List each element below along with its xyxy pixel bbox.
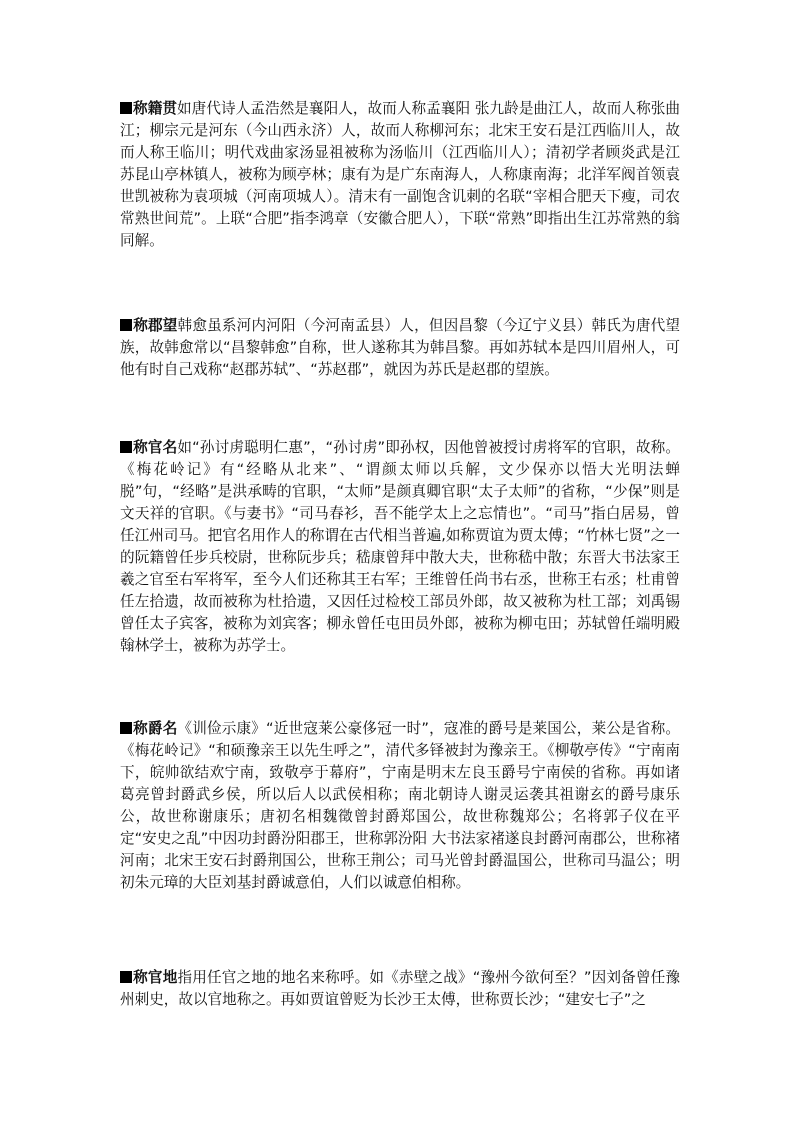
section-heading: 称爵名 (133, 720, 178, 737)
section-heading: 称籍贯 (133, 100, 178, 117)
black-square-bullet-icon (120, 722, 132, 734)
black-square-bullet-icon (120, 441, 132, 453)
black-square-bullet-icon (120, 971, 132, 983)
section-heading: 称官地 (133, 969, 178, 986)
section-heading: 称郡望 (133, 317, 178, 334)
section-paragraph (120, 718, 680, 894)
section-paragraph (120, 98, 680, 252)
section-office-place (120, 967, 680, 1011)
black-square-bullet-icon (120, 319, 132, 331)
section-official-title (120, 437, 680, 657)
black-square-bullet-icon (120, 102, 132, 114)
section-paragraph (120, 967, 680, 1011)
section-paragraph (120, 315, 680, 381)
section-body: 韩愈虽系河内河阳（今河南孟县）人，但因昌黎（今辽宁义县）韩氏为唐代望族，故韩愈常以“昌黎韩愈”自称，世人遂称其为韩昌黎。再如苏轼本是四川眉州人，可他有时自己戏称“赵郡苏轼”、“苏赵郡”，就因为苏氏是赵郡的望族。 (120, 317, 680, 378)
section-body: 《训俭示康》“近世寇莱公豪侈冠一时”，寇准的爵号是莱国公，莱公是省称。《梅花岭记》“和硕豫亲王以先生呼之”，清代多铎被封为豫亲王。《柳敬亭传》“宁南南下，皖帅欲结欢宁南，致敬亭于幕府”，宁南是明末左良玉爵号宁南侯的省称。再如诸葛亮曾封爵武乡侯，所以后人以武侯相称；南北朝诗人谢灵运袭其祖谢玄的爵号康乐公，故世称谢康乐；唐初名相魏徵曾封爵郑国公，故世称魏郑公；名将郭子仪在平定“安史之乱”中因功封爵汾阳郡王，世称郭汾阳 大书法家褚遂良封爵河南郡公，世称褚河南；北宋王安石封爵荆国公，世称王荆公；司马光曾封爵温国公，世称司马温公；明初朱元璋的大臣刘基封爵诚意伯，人们以诚意伯相称。 (120, 720, 680, 891)
section-body: 如唐代诗人孟浩然是襄阳人，故而人称孟襄阳 张九龄是曲江人，故而人称张曲江；柳宗元是河东（今山西永济）人，故而人称柳河东；北宋王安石是江西临川人，故而人称王临川；明代戏曲家汤显祖被称为汤临川（江西临川人）；清初学者顾炎武是江苏昆山亭林镇人，被称为顾亭林；康有为是广东南海人，人称康南海；北洋军阀首领袁世凯被称为袁项城（河南项城人）。清末有一副饱含讥刺的名联“宰相合肥天下瘦，司农常熟世间荒”。上联“合肥”指李鸿章（安徽合肥人），下联“常熟”即指出生江苏常熟的翁同解。 (120, 100, 680, 249)
section-noble-title (120, 718, 680, 894)
section-paragraph (120, 437, 680, 657)
section-body: 如“孙讨虏聪明仁惠”，“孙讨虏”即孙权，因他曾被授讨虏将军的官职，故称。《梅花岭记》有“经略从北来”、“谓颜太师以兵解，文少保亦以悟大光明法蝉脱”句，“经略”是洪承畴的官职，“太师”是颜真卿官职“太子太师”的省称，“少保”则是文天祥的官职。《与妻书》“司马春衫，吾不能学太上之忘情也”。“司马”指白居易，曾任江州司马。把官名用作人的称谓在古代相当普遍,如称贾谊为贾太傅；“竹林七贤”之一的阮籍曾任步兵校尉，世称阮步兵；嵇康曾拜中散大夫，世称嵇中散；东晋大书法家王羲之官至右军将军，至今人们还称其王右军；王维曾任尚书右丞，世称王右丞；杜甫曾任左拾遗，故而被称为杜拾遗，又因任过检校工部员外郎，故又被称为杜工部；刘禹锡曾任太子宾客，被称为刘宾客；柳永曾任屯田员外郎，被称为柳屯田；苏轼曾任端明殿翰林学士，被称为苏学士。 (120, 439, 680, 654)
section-clan-origin (120, 315, 680, 381)
section-native-place (120, 98, 680, 252)
section-heading: 称官名 (133, 439, 178, 456)
section-body: 指用任官之地的地名来称呼。如《赤壁之战》“豫州今欲何至？”因刘备曾任豫州刺史，故以官地称之。再如贾谊曾贬为长沙王太傅，世称贾长沙；“建安七子”之 (120, 969, 680, 1008)
